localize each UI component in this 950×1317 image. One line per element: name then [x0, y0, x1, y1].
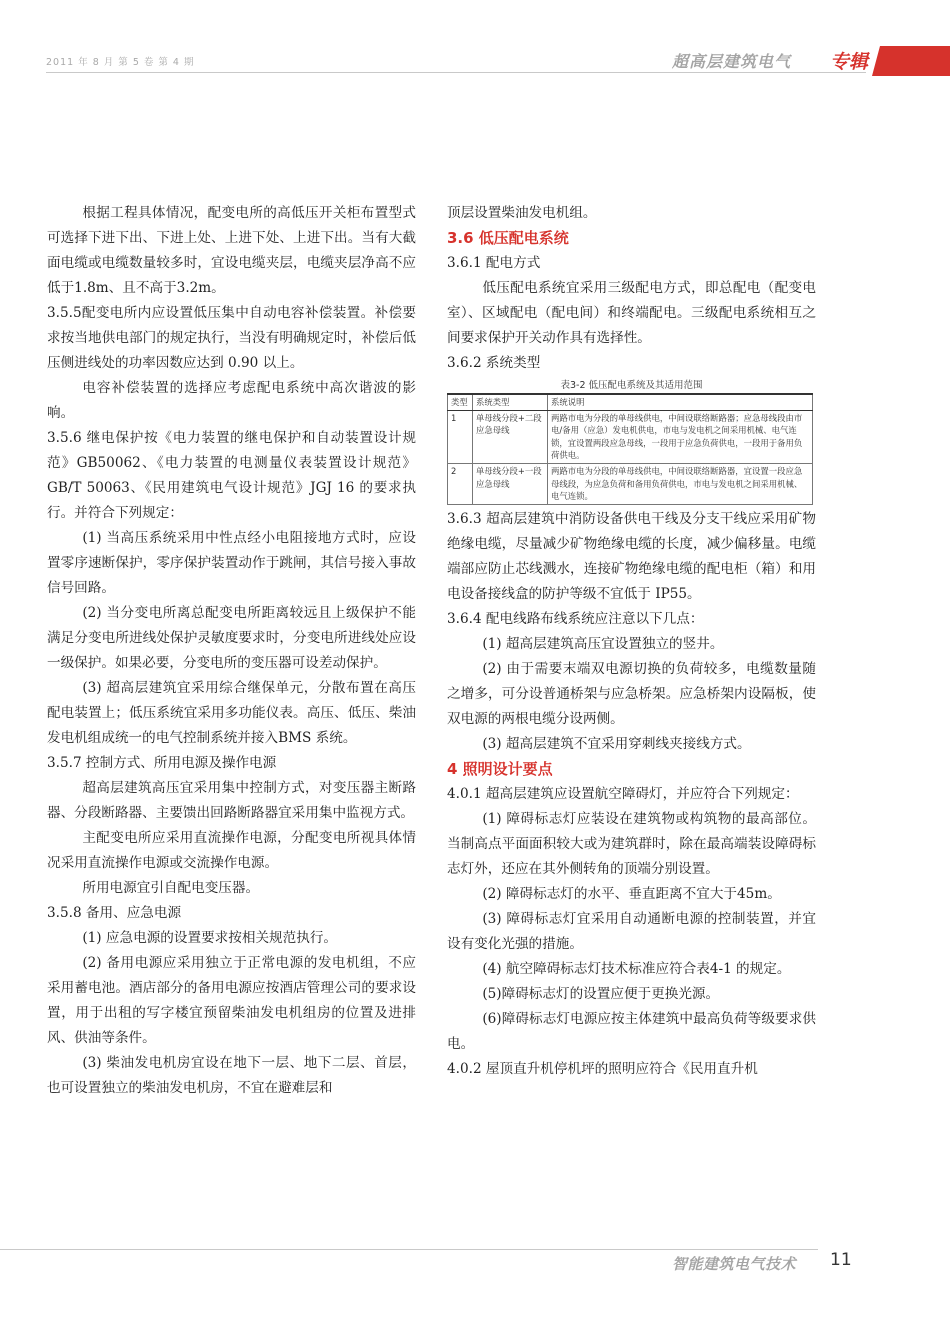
- table-cell: 单母线分段+二段应急母线: [473, 410, 548, 463]
- special-issue-label: 专辑: [830, 51, 869, 73]
- table-cell: 两路市电为分段的单母线供电，中间设联络断路器；应急母线段由市电/备用（应急）发电机供电，市电与发电机之间采用机械、电气连锁，宜设置两段应急母线，一段用于应急负荷供电，一段用于备用负荷供电。: [548, 410, 813, 463]
- paragraph: (6)障碍标志灯电源应按主体建筑中最高负荷等级要求供电。: [447, 1010, 816, 1052]
- paragraph: 4.0.1 超高层建筑应设置航空障碍灯，并应符合下列规定：: [447, 785, 799, 802]
- table-caption: 表3-2 低压配电系统及其适用范围: [560, 380, 703, 391]
- paragraph: (3) 障碍标志灯宜采用自动通断电源的控制装置，并宜设有变化光强的措施。: [447, 910, 816, 952]
- paragraph: (4) 航空障碍标志灯技术标准应符合表4-1 的规定。: [482, 960, 791, 977]
- paragraph: (2) 备用电源应采用独立于正常电源的发电机组，不应采用蓄电池。酒店部分的备用电源应按酒店管理公司的要求设置，用于出租的写字楼宜预留柴油发电机组房的位置及进排风、供油等条件。: [47, 955, 416, 1046]
- header-corner-decoration: [872, 46, 950, 76]
- footer-magazine-title: 智能建筑电气技术: [672, 1255, 797, 1273]
- table-cell: 两路市电为分段的单母线供电，中间设联络断路器，宜设置一段应急母线段，为应急负荷和备用负荷供电，市电与发电机之间采用机械、电气连锁。: [548, 463, 813, 504]
- right-column: [447, 201, 816, 1082]
- table-cell: 单母线分段+一段应急母线: [473, 463, 548, 504]
- paragraph: 低压配电系统宜采用三级配电方式，即总配电（配变电室）、区域配电（配电间）和终端配电。三级配电系统相互之间要求保护开关动作具有选择性。: [447, 280, 816, 346]
- table-cell: 2: [448, 463, 473, 504]
- header-rule: [46, 72, 866, 73]
- subsection-heading: 3.6.2 系统类型: [447, 355, 541, 371]
- paragraph: 电容补偿装置的选择应考虑配电系统中高次谐波的影响。: [47, 380, 416, 421]
- table-header-cell: 系统说明: [548, 394, 813, 410]
- table-header-cell: 系统类型: [473, 394, 548, 410]
- paragraph: 主配变电所应采用直流操作电源，分配变电所视具体情况采用直流操作电源或交流操作电源。: [47, 830, 416, 871]
- paragraph: 3.5.5配变电所内应设置低压集中自动电容补偿装置。补偿要求按当地供电部门的规定执行，当没有明确规定时，补偿后低压侧进线处的功率因数应达到 0.90 以上。: [47, 305, 416, 371]
- page-number: 11: [830, 1250, 852, 1270]
- subsection-heading: 3.6.4 配电线路布线系统应注意以下几点：: [447, 610, 704, 627]
- paragraph: (1) 当高压系统采用中性点经小电阻接地方式时，应设置零序速断保护，零序保护装置动作于跳闸，其信号接入事故信号回路。: [47, 530, 416, 596]
- section-heading: 3.6 低压配电系统: [447, 229, 569, 247]
- paragraph: (3) 超高层建筑不宜采用穿刺线夹接线方式。: [482, 735, 751, 752]
- paragraph: (2) 障碍标志灯的水平、垂直距离不宜大于45m。: [482, 885, 781, 902]
- paragraph: 根据工程具体情况，配变电所的高低压开关柜布置型式可选择下进下出、下进上处、上进下处、上进下出。当有大截面电缆或电缆数量较多时，宜设电缆夹层，电缆夹层净高不应低于1.8m、且不高于3.2m。: [47, 205, 416, 296]
- table-header-row: [448, 394, 813, 410]
- magazine-title: 超高层建筑电气: [672, 52, 792, 71]
- table-header-cell: 类型: [448, 394, 473, 410]
- table-row: [448, 410, 813, 463]
- paragraph: 所用电源宜引自配电变压器。: [82, 880, 260, 896]
- table-row: [448, 463, 813, 504]
- paragraph: (3) 超高层建筑宜采用综合继保单元，分散布置在高压配电装置上；低压系统宜采用多功能仪表。高压、低压、柴油发电机组成统一的电气控制系统并接入BMS 系统。: [47, 680, 416, 746]
- paragraph: 超高层建筑高压宜采用集中控制方式，对变压器主断路器、分段断路器、主要馈出回路断路器宜采用集中监视方式。: [47, 780, 416, 821]
- paragraph: (1) 障碍标志灯应装设在建筑物或构筑物的最高部位。当制高点平面面积较大或为建筑群时，除在最高端装设障碍标志灯外，还应在其外侧转角的顶端分别设置。: [447, 810, 816, 877]
- paragraph: (5)障碍标志灯的设置应便于更换光源。: [482, 985, 720, 1002]
- paragraph: (3) 柴油发电机房宜设在地下一层、地下二层、首层，也可设置独立的柴油发电机房，不宜在避难层和: [47, 1055, 416, 1096]
- paragraph: (1) 应急电源的设置要求按相关规范执行。: [82, 930, 338, 946]
- paragraph: (1) 超高层建筑高压宜设置独立的竖井。: [482, 635, 724, 652]
- table-cell: 1: [448, 410, 473, 463]
- paragraph: 3.6.3 超高层建筑中消防设备供电干线及分支干线应采用矿物绝缘电缆，尽量减少矿物绝缘电缆的长度，减少偏移量。电缆端部应防止芯线溅水，连接矿物绝缘电缆的配电柜（箱）和用电设备接线盒的防护等级不宜低于 IP55。: [447, 510, 816, 602]
- subsection-heading: 3.5.8 备用、应急电源: [47, 905, 182, 921]
- subsection-heading: 3.5.7 控制方式、所用电源及操作电源: [47, 755, 277, 771]
- footer-rule: [0, 1249, 818, 1250]
- paragraph: (2) 当分变电所离总配变电所距离较远且上级保护不能满足分变电所进线处保护灵敏度要求时，分变电所进线处应设一级保护。如果必要，分变电所的变压器可设差动保护。: [47, 605, 416, 671]
- table-block: [447, 379, 816, 505]
- paragraph: 3.5.6 继电保护按《电力装置的继电保护和自动装置设计规范》GB50062、《电力装置的电测量仪表装置设计规范》GB/T 50063、《民用建筑电气设计规范》JGJ 16 的要求执行。并符合下列规定：: [47, 430, 416, 521]
- section-heading: 4 照明设计要点: [447, 759, 553, 778]
- left-column: [47, 201, 416, 1101]
- distribution-system-table: [447, 393, 813, 505]
- paragraph: 4.0.2 屋顶直升机停机坪的照明应符合《民用直升机: [447, 1060, 758, 1077]
- subsection-heading: 3.6.1 配电方式: [447, 255, 541, 271]
- issue-info: 2011 年 8 月 第 5 卷 第 4 期: [46, 57, 195, 68]
- paragraph: 顶层设置柴油发电机组。: [447, 205, 597, 221]
- paragraph: (2) 由于需要末端双电源切换的负荷较多，电缆数量随之增多，可分设普通桥架与应急桥架。应急桥架内设隔板，使双电源的两根电缆分设两侧。: [447, 660, 816, 727]
